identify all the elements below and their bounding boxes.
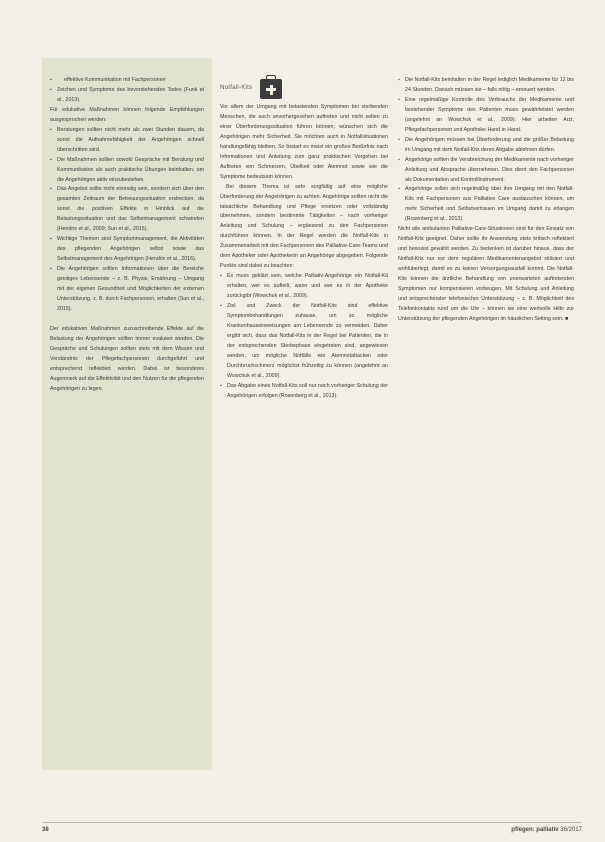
page-footer xyxy=(42,822,582,833)
closing-paragraph: Der edukativen Maßnahmen zuzuschreibende Effekte auf die Belastung der Angehörigen sollten immer evaluiert werden. Die Gespräche und Schulungen sollten stets mit dem Wissen und Verständnis der Pflegefachpersonen durchgeführt und entsprechend reflektiert werden. Dabei ist besonderes Augenmerk auf die Effektivität und den Nutzen für die pflegenden Angehörigen zu legen. xyxy=(50,325,204,392)
paragraph: Bei diesem Thema ist sehr sorgfältig auf eine mögliche Überforderung der Angehörigen zu achten. Angehörige sollten nicht die tatsächliche Behandlung und Pflege ersetzen oder vollständig übernehmen, sondern bestimmte Tätigkeiten – nach vorheriger Anleitung und Schulung – ergänzend zu den Fachpersonen durchführen können. In der Regel werden die Notfall-Kits in Zusammenarbeit mit den Fachpersonen des Palliative-Care-Teams und dem Apotheker oder Apothekerin an Angehörige abgegeben. Folgende Punkte sind dabei zu beachten: xyxy=(220,183,388,270)
list-item: ▪ Ziel und Zweck der Notfall-Kits sind effektive Symptombehandlungen zuhause, um so mögliche Krankenhauseinweisungen am Lebensende zu vermeiden. Daher ergibt sich, dass das Notfall-Kits in der Regel bei Patienten, die in der entsprechenden Sterbephase eingetreten sind, angewiesen werden, um mögliche Notfälle wie Atemnotattacken oder Durchbruchschmerz möglichst frühzeitig zu können (angelehnt an Wowchuk et al., 2009). xyxy=(220,302,388,382)
list-item: ▪ Es muss geklärt sein, welche Palliativ-Angehörige ein Notfall-Kit erhalten, wer es aufteilt, wann und wer es in der Apotheke zurückgibt (Wowchuk et al., 2009). xyxy=(220,272,388,302)
end-mark: ■ xyxy=(564,315,569,322)
list-item: ▪ Eine regelmäßige Kontrolle des Verbrauchs der Medikamente und bestehender Symptome des Patienten muss gewährleistet werden (angelehnt an Wowchuk et al., 2009). Hier arbeiten Arzt, Pflegefachpersonen und Apotheke Hand in Hand. xyxy=(398,96,574,136)
section-header xyxy=(220,76,388,99)
lead-in-paragraph: Für edukative Maßnahmen können folgende Empfehlungen ausgesprochen werden: xyxy=(50,106,204,123)
page-number: 38 xyxy=(42,827,49,833)
right-column xyxy=(398,76,574,325)
list-item: ▪ Zeichen und Symptome des bevorstehenden Todes (Funk et al., 2013). xyxy=(50,86,204,106)
sidebar-box xyxy=(42,58,212,770)
list-item: ▪ Angehörige sollen sich regelmäßig über ihre Umgang mit den Notfall-Kits mit Fachpersonen aus Palliative Care austauschen können, um mehr Sicherheit und Selbstvertrauen im Umgang damit zu erlangen (Rosenberg et al., 2013). xyxy=(398,185,574,225)
section-title: Notfall-Kits xyxy=(220,83,253,91)
paragraph xyxy=(398,225,574,325)
paragraph: Vor allem der Umgang mit belastenden Symptomen bei sterbenden Menschen, die auch unvorhergesehen auftreten und nicht selten zu einer Überforderungssituation führen können, wünschen sich die Angehörigen mehr Sicherheit. Sie möchten auch in Notfallsituationen handlungsfähig bleiben. So bedarf es meist ein großes Bedürfnis nach Informationen und Anleitung zum ganz praktischen Vorgehen bei Auftreten von Schmerzen, Übelkeit oder Atemnot sowie wie die Symptome bedeutsam können. xyxy=(220,104,388,180)
journal-title: pflegen: palliativ xyxy=(511,827,559,833)
first-aid-kit-icon xyxy=(260,79,282,99)
middle-column xyxy=(220,76,388,402)
list-item: ▪ Angehörige sollten die Verabreichung der Medikamente nach vorheriger Anleitung und Absprache übernehmen. Dies dient den Fachpersonen als Dokumentation und Kontrollinstrument. xyxy=(398,156,574,186)
points-list xyxy=(220,272,388,401)
list-item: ▪ effektive Kommunikation mit Fachpersonen xyxy=(50,76,204,86)
journal-issue: 36/2017 xyxy=(560,827,582,833)
list-item: ▪ Das Angebot sollte nicht einmalig sein, sondern sich über den gesamten Zeitraum der Betreuungssituation erstrecken, da sonst die positiven Effekte in Hinblick auf die Belastungssituation und das Selbstmanagement schwinden (Hendrix et al., 2009; Sun et al., 2015). xyxy=(50,185,204,235)
list-item: ▪ Die Maßnahmen sollten sowohl Gespräche mit Beratung und Kommunikation als auch praktische Übungen beinhalten, um die Angehörigen aktiv einzubeziehen. xyxy=(50,156,204,186)
list-item: ▪ Die Angehörigen müssen bei Überforderung und die größer Belastung im Umgang mit dem Notfall-Kits deren Abgabe ablehnen dürfen. xyxy=(398,136,574,156)
intro-list xyxy=(50,76,204,106)
list-item: ▪ Beratungen sollten nicht mehr als zwei Stunden dauern, da sonst die Aufnahmefähigkeit der Angehörigen schnell überschritten wird. xyxy=(50,126,204,156)
page-body xyxy=(42,58,582,828)
list-item: ▪ Wichtige Themen sind Symptommanagement, die Aktivitäten des pflegenden Angehörigen selbst sowie das Selbstmanagement des Angehörigen (Hendrix et al., 2016). xyxy=(50,235,204,265)
points-list xyxy=(398,76,574,225)
recommendation-list xyxy=(50,126,204,315)
journal-name xyxy=(511,827,582,833)
list-item: ▪ Das Abgabe eines Notfall-Kits soll nur nach vorheriger Schulung der Angehörigen erfolgen (Rosenberg et al., 2013). xyxy=(220,382,388,402)
paragraph-text: Nicht alle ambulanten Palliative-Care-Situationen sind für den Einsatz von Notfall-Kits geeignet. Daher sollte ihr Anwendung stets kritisch reflektiert und bewusst gewählt werden. Zu bedenken ist darüber hinaus, dass der Notfall-Kits nur vor dem regulären Medikamentenangebot stilisiert und wohlüberlegt, damit es zu keinen Versorgungsausfall kommt. Die Notfall-Kits können die ärztliche Behandlung von unerwarteten auftretenden Symptomen nur kompensieren vorbeugen. Mit Schulung und Anleitung und entsprechender telefonischer Unterstützung – z. B. Möglichkeit des Telefonkontakts rund um die Uhr – können sie eine wertvolle Hilfe zur Unterstützung der pflegenden Angehörigen im häuslichen Setting sein. xyxy=(398,226,574,322)
list-item: ▪ Die Notfall-Kits beinhalten in der Regel lediglich Medikamente für 12 bis 24 Stunden. Danach müssen sie – falls nötig – erneuert werden. xyxy=(398,76,574,96)
list-item: ▪ Die Angehörigen sollten Informationen über die Bereiche geistiges Lebensende – z. B. Physis, Ernährung – Umgang mit der eigenen Gesundheit und Möglichkeiten der externen Unterstützung, z. B. durch Fachpersonen, erhalten (Sun et al., 2015). xyxy=(50,265,204,315)
